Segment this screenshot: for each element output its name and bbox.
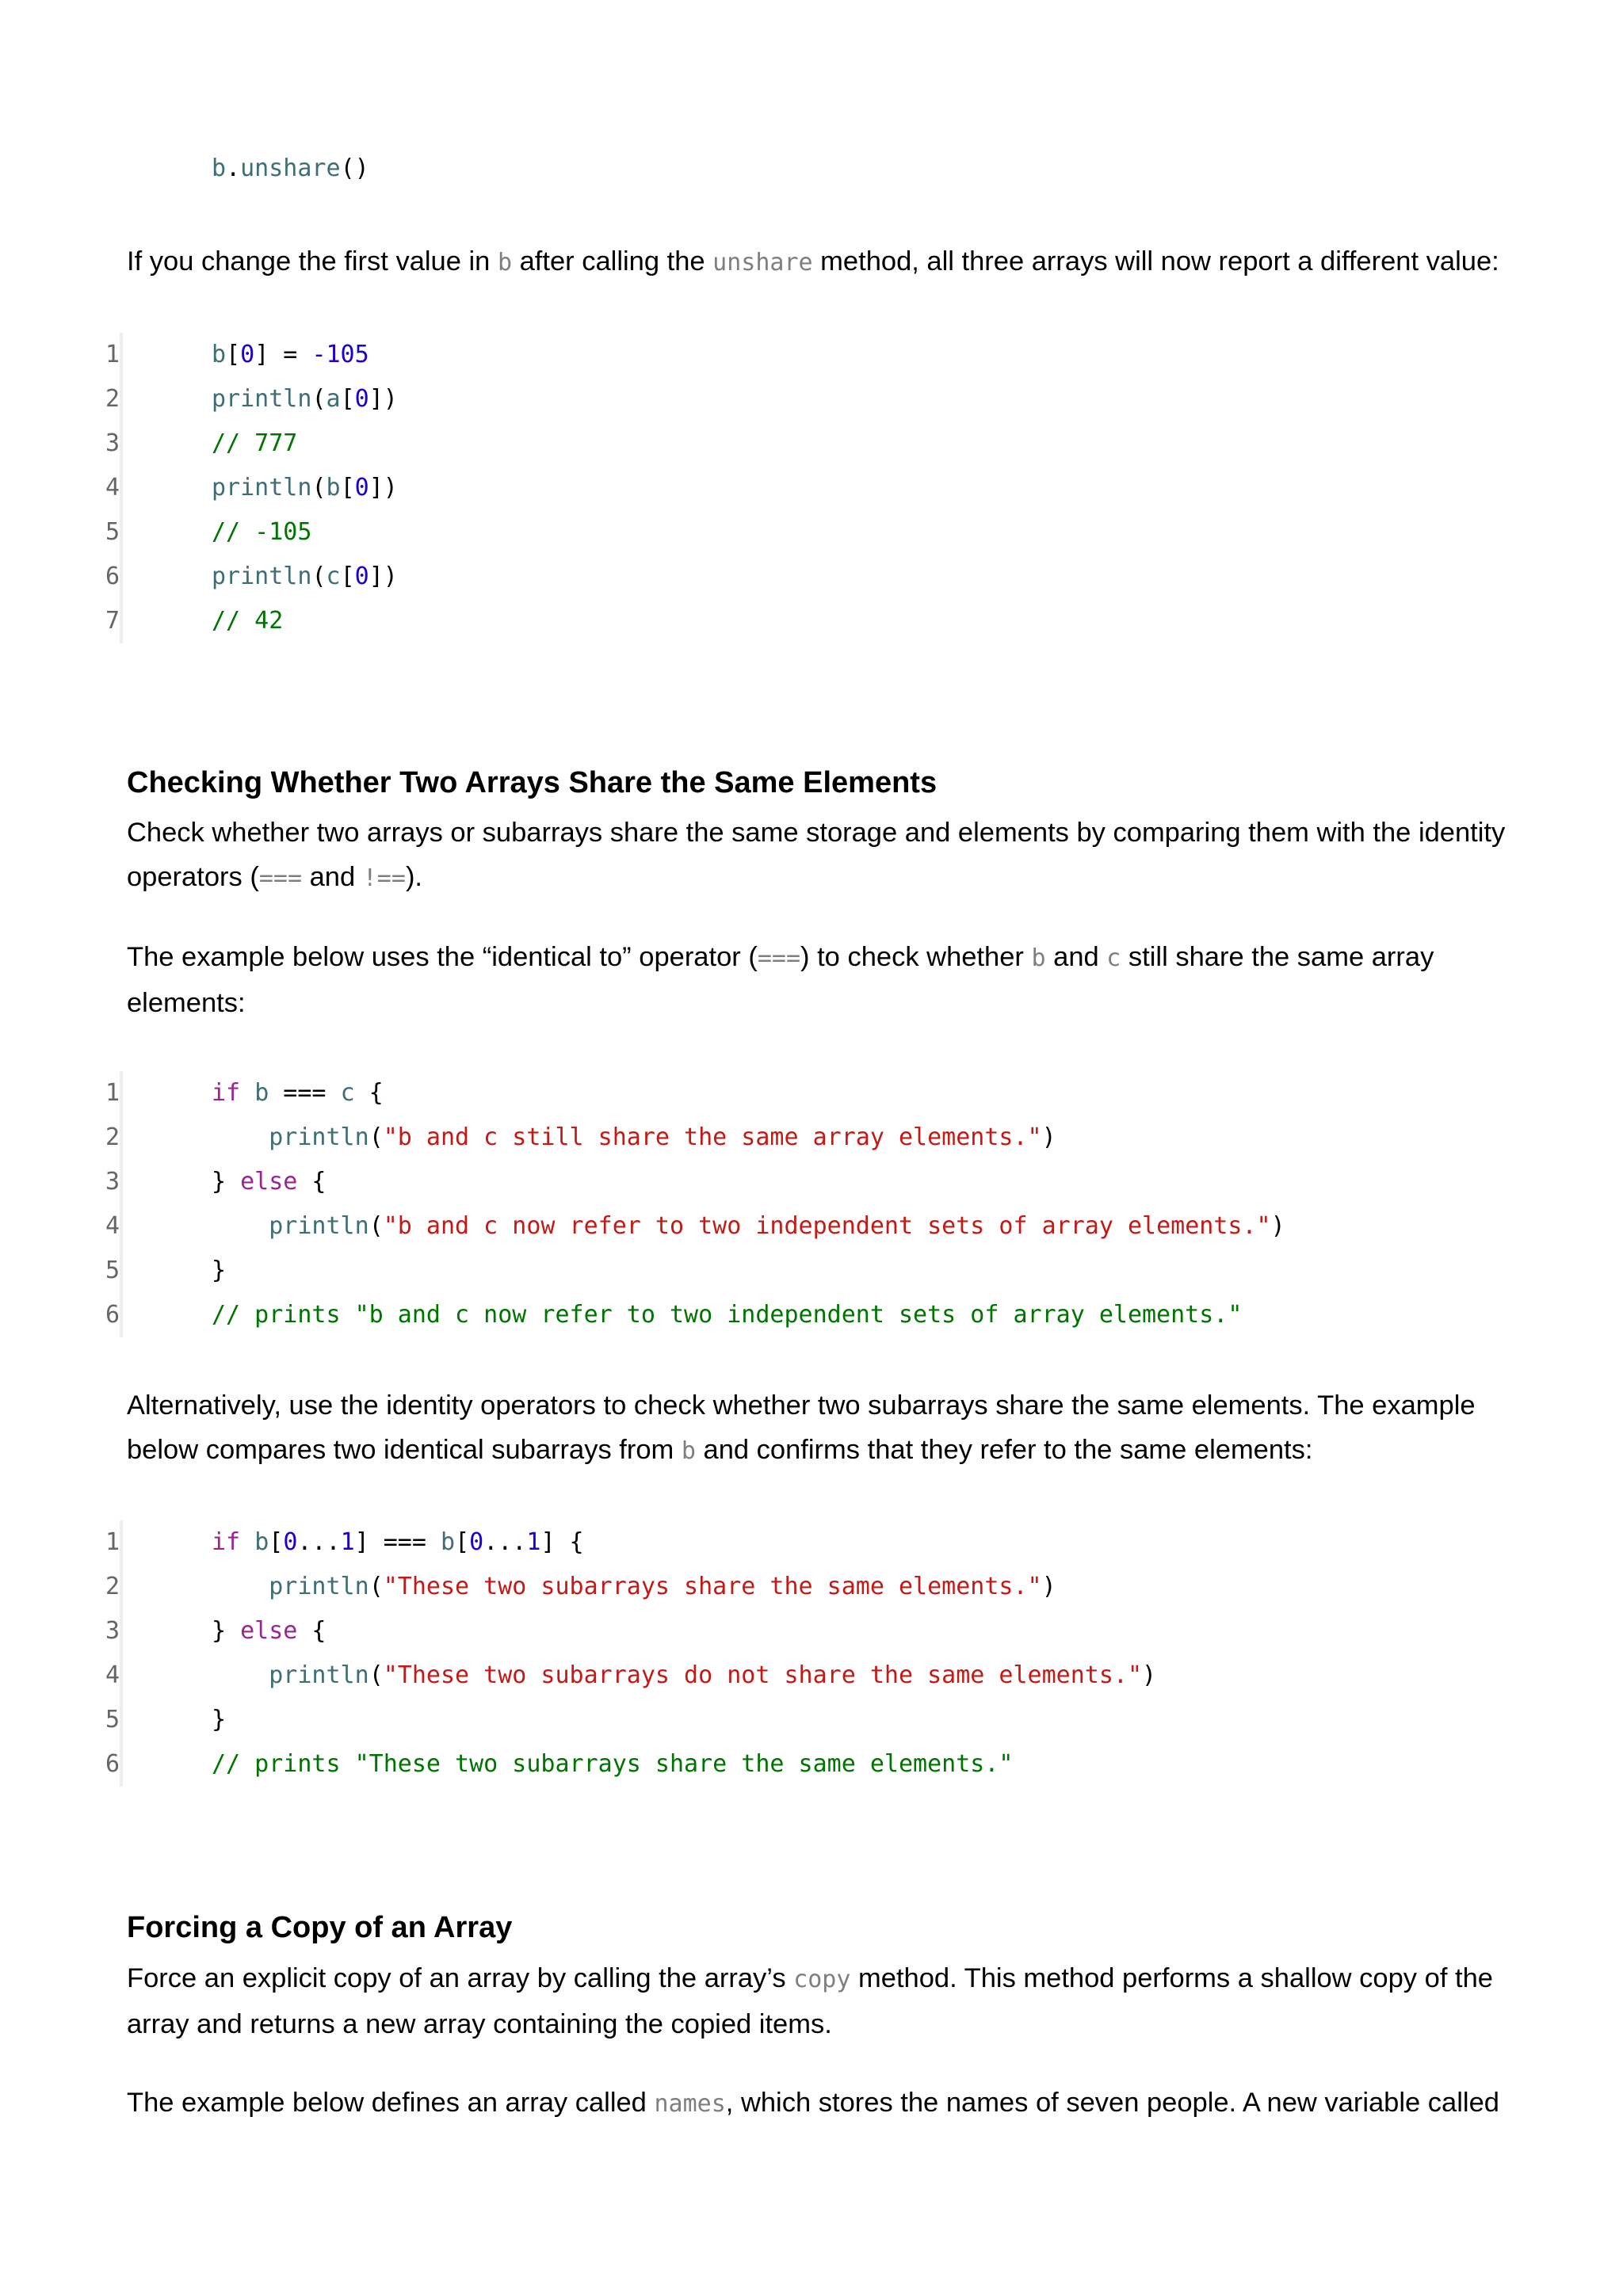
inline-code: b	[681, 1437, 696, 1465]
paragraph-text: ).	[405, 862, 423, 892]
code-token: a	[326, 385, 341, 413]
inline-code: b	[497, 249, 513, 277]
paragraph-text: The example below defines an array called	[127, 2088, 655, 2118]
paragraph-names-example	[127, 2081, 1506, 2126]
code-token: ])	[369, 563, 398, 590]
code-text	[212, 147, 369, 191]
code-token: (	[369, 1661, 384, 1689]
paragraph-text: The example below uses the “identical to” operator (	[127, 942, 758, 972]
code-token: b	[212, 154, 227, 182]
line-number: 3	[105, 429, 120, 457]
code-text	[212, 599, 283, 643]
code-line	[105, 599, 1506, 643]
code-line	[105, 510, 1506, 555]
code-token	[212, 1123, 269, 1151]
code-token: b	[254, 1079, 269, 1107]
code-token: .	[226, 154, 241, 182]
code-token: (	[311, 385, 327, 413]
paragraph-text: and confirms that they refer to the same elements:	[695, 1435, 1313, 1465]
code-text	[212, 1653, 1156, 1698]
paragraph-text: method, all three arrays will now report a different value:	[812, 246, 1499, 277]
code-token: {	[297, 1168, 327, 1196]
code-block-change-value	[105, 333, 1506, 643]
code-token: )	[1041, 1123, 1056, 1151]
code-token: (	[369, 1212, 384, 1240]
code-text	[212, 333, 369, 377]
line-number: 4	[105, 1661, 120, 1689]
code-line	[105, 1249, 1506, 1293]
code-token: "b and c still share the same array elements."	[383, 1123, 1042, 1151]
line-number: 3	[105, 1168, 120, 1196]
code-text	[212, 1565, 1056, 1609]
code-token: {	[354, 1079, 384, 1107]
code-token: [	[226, 341, 241, 368]
code-token: else	[240, 1617, 298, 1645]
inline-code: unshare	[712, 249, 813, 277]
inline-code: ===	[757, 944, 801, 972]
code-token	[212, 1661, 269, 1689]
code-token: if	[212, 1079, 241, 1107]
line-number: 5	[105, 1706, 120, 1733]
code-line	[127, 147, 1506, 191]
code-token: }	[212, 1617, 241, 1645]
code-token: println	[269, 1661, 369, 1689]
code-text	[212, 1116, 1056, 1160]
paragraph-text: Alternatively, use the identity operators to check whether two subarrays share the same elements. The example below compares two identical subarrays from	[127, 1390, 1476, 1465]
code-token: ===	[269, 1079, 341, 1107]
code-line	[105, 1520, 1506, 1565]
code-token: 0	[354, 563, 369, 590]
line-number: 2	[105, 1123, 120, 1151]
code-token: unshare	[240, 154, 341, 182]
code-text	[212, 1249, 226, 1293]
code-token: [	[340, 385, 355, 413]
code-token: 0	[354, 385, 369, 413]
code-token: {	[297, 1617, 327, 1645]
code-token: println	[269, 1123, 369, 1151]
paragraph-text: , which stores the names of seven people. A new variable called	[725, 2088, 1499, 2118]
code-token: }	[212, 1706, 227, 1733]
code-text	[212, 1742, 1013, 1787]
inline-code: !==	[362, 864, 406, 892]
code-text	[212, 1520, 584, 1565]
code-line	[105, 1160, 1506, 1204]
code-token: else	[240, 1168, 298, 1196]
code-token: // -105	[212, 518, 312, 546]
code-token: // prints "b and c now refer to two independent sets of array elements."	[212, 1301, 1243, 1329]
code-token: b	[212, 341, 227, 368]
code-line	[105, 555, 1506, 599]
code-text	[212, 1609, 327, 1653]
code-token: b	[441, 1528, 456, 1556]
code-line	[105, 1116, 1506, 1160]
code-line	[105, 466, 1506, 510]
paragraph-text: still share the same array elements:	[127, 942, 1434, 1018]
code-line	[105, 1742, 1506, 1787]
code-token: (	[311, 563, 327, 590]
code-token: // 777	[212, 429, 298, 457]
code-token: [	[269, 1528, 284, 1556]
code-token: ...	[297, 1528, 341, 1556]
code-text	[212, 1204, 1285, 1249]
paragraph-text: If you change the first value in	[127, 246, 498, 277]
code-token: }	[212, 1168, 241, 1196]
code-token: println	[212, 385, 312, 413]
inline-code: ===	[258, 864, 303, 892]
paragraph-text: ) to check whether	[800, 942, 1032, 972]
code-token: ...	[483, 1528, 527, 1556]
line-number: 2	[105, 385, 120, 413]
line-number: 5	[105, 1257, 120, 1284]
line-number: 4	[105, 474, 120, 502]
code-line	[105, 1071, 1506, 1116]
code-line	[105, 1204, 1506, 1249]
inline-code: copy	[793, 1966, 851, 1993]
code-token: println	[212, 563, 312, 590]
paragraph-text: method. This method performs a shallow copy of the array and returns a new array containing the copied items.	[127, 1963, 1493, 2039]
line-number: 6	[105, 1750, 120, 1778]
code-line	[105, 1565, 1506, 1609]
paragraph-unshare-intro	[127, 239, 1506, 285]
code-token: 1	[526, 1528, 541, 1556]
code-token: [	[455, 1528, 470, 1556]
code-line	[105, 1653, 1506, 1698]
code-text	[212, 510, 311, 555]
code-token: ] =	[254, 341, 312, 368]
code-token: )	[1041, 1573, 1056, 1600]
section-heading-share-check: Checking Whether Two Arrays Share the Same Elements	[127, 766, 938, 799]
line-number: 3	[105, 1617, 120, 1645]
code-token	[240, 1079, 254, 1107]
code-token: )	[1270, 1212, 1285, 1240]
code-text	[212, 377, 398, 421]
paragraph-text: after calling the	[512, 246, 713, 277]
line-number: 6	[105, 1301, 120, 1329]
code-token: "These two subarrays share the same elements."	[383, 1573, 1042, 1600]
code-token: c	[326, 563, 341, 590]
code-line	[105, 421, 1506, 466]
code-text	[212, 1160, 327, 1204]
code-token: ])	[369, 474, 398, 502]
code-line	[105, 333, 1506, 377]
line-number: 6	[105, 563, 120, 590]
line-number: 7	[105, 607, 120, 635]
line-number: 2	[105, 1573, 120, 1600]
paragraph-text: and	[302, 862, 363, 892]
code-token	[212, 1573, 269, 1600]
code-token: }	[212, 1257, 227, 1284]
line-number: 1	[105, 1079, 120, 1107]
code-token: if	[212, 1528, 241, 1556]
code-token: 0	[240, 341, 255, 368]
code-token: ] ===	[354, 1528, 441, 1556]
code-token: 1	[340, 1528, 355, 1556]
code-text	[212, 1071, 384, 1116]
code-token: "These two subarrays do not share the same elements."	[383, 1661, 1143, 1689]
code-token: 0	[283, 1528, 298, 1556]
paragraph-text: Check whether two arrays or subarrays share the same storage and elements by comparing them with the identity operators (	[127, 818, 1506, 892]
code-token: )	[1142, 1661, 1157, 1689]
line-number: 4	[105, 1212, 120, 1240]
paragraph-identical-to-example	[127, 935, 1506, 1025]
code-token: "b and c now refer to two independent sets of array elements."	[383, 1212, 1271, 1240]
code-token: 0	[469, 1528, 484, 1556]
inline-code: names	[654, 2090, 726, 2118]
code-gutter-divider	[120, 1071, 123, 1337]
code-line	[105, 1293, 1506, 1337]
code-token: ])	[369, 385, 398, 413]
code-block-identity-check	[105, 1071, 1506, 1337]
code-token: (	[311, 474, 327, 502]
code-text	[212, 555, 398, 599]
code-text	[212, 1293, 1242, 1337]
code-line	[105, 377, 1506, 421]
inline-code: b	[1031, 944, 1046, 972]
code-token: println	[269, 1212, 369, 1240]
code-gutter-divider	[120, 1520, 123, 1787]
line-number: 1	[105, 341, 120, 368]
code-token: b	[254, 1528, 269, 1556]
paragraph-text: Force an explicit copy of an array by calling the array’s	[127, 1963, 794, 1993]
code-token: [	[340, 474, 355, 502]
code-line	[105, 1698, 1506, 1742]
code-token: (	[369, 1123, 384, 1151]
code-text	[212, 466, 398, 510]
code-token: -105	[311, 341, 369, 368]
code-token: // prints "These two subarrays share the same elements."	[212, 1750, 1014, 1778]
code-line	[105, 1609, 1506, 1653]
line-number: 1	[105, 1528, 120, 1556]
paragraph-identity-operators	[127, 810, 1506, 901]
inline-code: c	[1106, 944, 1121, 972]
paragraph-copy-method	[127, 1956, 1506, 2046]
code-token: (	[369, 1573, 384, 1600]
code-token: // 42	[212, 607, 284, 635]
code-block-subarray-check	[105, 1520, 1506, 1787]
paragraph-subarrays	[127, 1383, 1506, 1474]
code-token: 0	[354, 474, 369, 502]
code-token: b	[326, 474, 341, 502]
code-token: ()	[340, 154, 369, 182]
code-text	[212, 421, 297, 466]
line-number: 5	[105, 518, 120, 546]
code-token	[212, 1212, 269, 1240]
code-token: [	[340, 563, 355, 590]
paragraph-text: and	[1045, 942, 1107, 972]
code-token	[240, 1528, 254, 1556]
code-token: ] {	[540, 1528, 584, 1556]
code-token: println	[212, 474, 312, 502]
code-text	[212, 1698, 226, 1742]
code-token: c	[340, 1079, 355, 1107]
section-heading-forcing-copy: Forcing a Copy of an Array	[127, 1911, 513, 1944]
code-token: println	[269, 1573, 369, 1600]
code-block-unshare	[127, 147, 1506, 191]
code-gutter-divider	[120, 333, 123, 643]
